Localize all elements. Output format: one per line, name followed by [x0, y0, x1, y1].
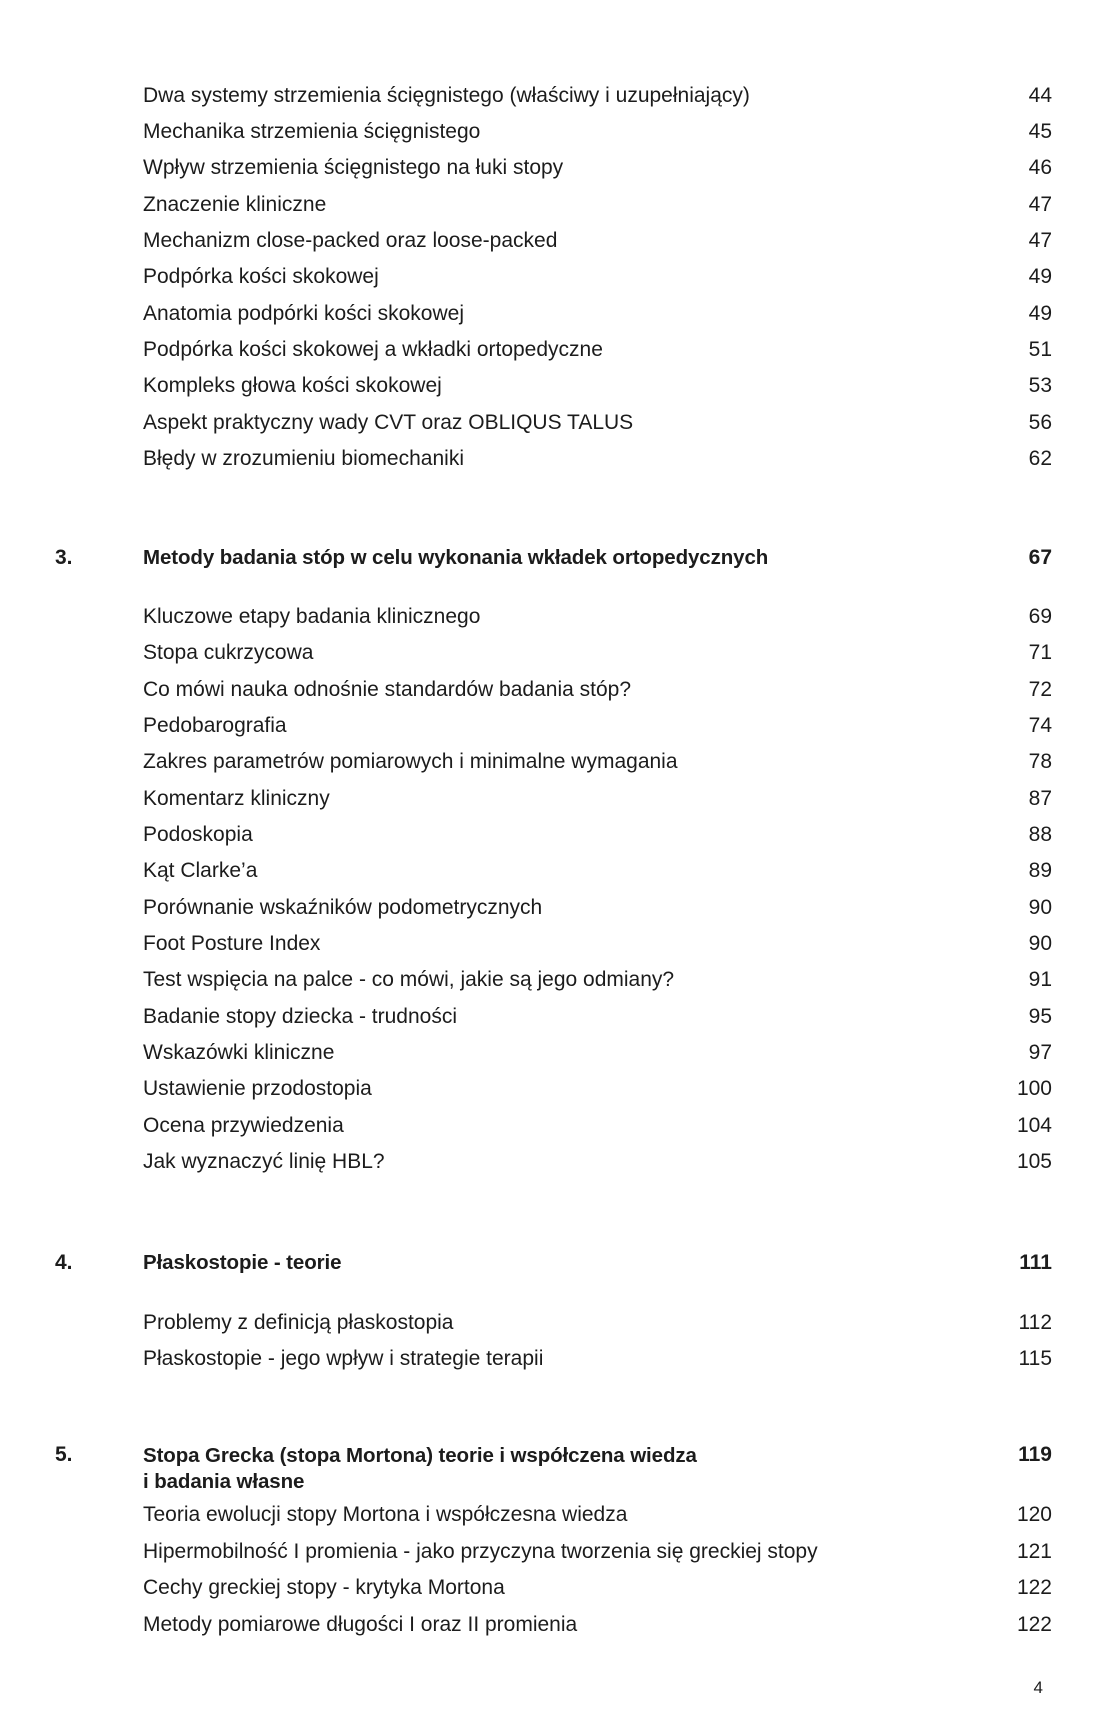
toc-item-title: Mechanika strzemienia ścięgnistego [143, 120, 481, 143]
toc-item[interactable] [0, 1002, 1116, 1032]
chapter-number: 4. [55, 1251, 73, 1274]
toc-item-title: Wskazówki kliniczne [143, 1041, 335, 1064]
toc-item[interactable] [0, 1074, 1116, 1104]
toc-item[interactable] [0, 335, 1116, 365]
toc-item-title: Zakres parametrów pomiarowych i minimalne wymagania [143, 750, 678, 773]
toc-item-page: 87 [1028, 787, 1052, 810]
toc-item[interactable] [0, 262, 1116, 292]
toc-item[interactable] [0, 226, 1116, 256]
toc-item[interactable] [0, 190, 1116, 220]
toc-item-page: 44 [1028, 84, 1052, 107]
toc-item-title: Kompleks głowa kości skokowej [143, 374, 442, 397]
chapter-title [143, 1443, 863, 1495]
toc-item[interactable] [0, 81, 1116, 111]
toc-item-title: Mechanizm close-packed oraz loose-packed [143, 229, 558, 252]
toc-item-page: 49 [1028, 265, 1052, 288]
toc-item-title: Dwa systemy strzemienia ścięgnistego (właściwy i uzupełniający) [143, 84, 750, 107]
toc-item-page: 121 [1016, 1540, 1052, 1563]
toc-chapter-heading[interactable] [0, 543, 1116, 573]
toc-item-page: 89 [1028, 859, 1052, 882]
toc-item[interactable] [0, 371, 1116, 401]
toc-item-title: Podpórka kości skokowej a wkładki ortopedyczne [143, 338, 603, 361]
toc-item[interactable] [0, 602, 1116, 632]
toc-item[interactable] [0, 965, 1116, 995]
toc-item-page: 88 [1028, 823, 1052, 846]
toc-item[interactable] [0, 299, 1116, 329]
toc-item[interactable] [0, 638, 1116, 668]
toc-item-title: Ustawienie przodostopia [143, 1077, 372, 1100]
toc-item-title: Podoskopia [143, 823, 253, 846]
toc-item-page: 120 [1016, 1503, 1052, 1526]
toc-item-page: 53 [1028, 374, 1052, 397]
toc-item-title: Foot Posture Index [143, 932, 321, 955]
toc-item-page: 72 [1028, 678, 1052, 701]
toc-item-page: 105 [1016, 1150, 1052, 1173]
page-number: 4 [1033, 1678, 1043, 1697]
toc-item-title: Co mówi nauka odnośnie standardów badania stóp? [143, 678, 631, 701]
toc-item-page: 90 [1028, 932, 1052, 955]
toc-item-title: Pedobarografia [143, 714, 287, 737]
toc-item-page: 78 [1028, 750, 1052, 773]
toc-item-title: Błędy w zrozumieniu biomechaniki [143, 447, 464, 470]
toc-item-title: Kluczowe etapy badania klinicznego [143, 605, 481, 628]
toc-item[interactable] [0, 444, 1116, 474]
toc-item[interactable] [0, 1573, 1116, 1603]
toc-item[interactable] [0, 1038, 1116, 1068]
toc-item[interactable] [0, 1610, 1116, 1640]
toc-item[interactable] [0, 675, 1116, 705]
toc-item-title: Podpórka kości skokowej [143, 265, 379, 288]
toc-item[interactable] [0, 747, 1116, 777]
toc-item[interactable] [0, 1537, 1116, 1567]
toc-item-page: 122 [1016, 1576, 1052, 1599]
toc-item[interactable] [0, 784, 1116, 814]
toc-item[interactable] [0, 820, 1116, 850]
toc-item-title: Kąt Clarke’a [143, 859, 258, 882]
chapter-title: Płaskostopie - teorie [143, 1251, 342, 1274]
toc-item[interactable] [0, 1344, 1116, 1374]
chapter-title-line-2: i badania własne [143, 1470, 305, 1493]
chapter-number: 5. [55, 1443, 73, 1466]
toc-item-page: 122 [1016, 1613, 1052, 1636]
toc-item-page: 104 [1016, 1114, 1052, 1137]
toc-item-page: 112 [1018, 1311, 1052, 1334]
toc-item-page: 62 [1028, 447, 1052, 470]
toc-item-page: 47 [1028, 229, 1052, 252]
toc-item-page: 100 [1016, 1077, 1052, 1100]
toc-item-page: 47 [1028, 193, 1052, 216]
toc-item[interactable] [0, 1500, 1116, 1530]
toc-item[interactable] [0, 1111, 1116, 1141]
toc-item[interactable] [0, 856, 1116, 886]
toc-item-title: Aspekt praktyczny wady CVT oraz OBLIQUS TALUS [143, 411, 634, 434]
toc-item[interactable] [0, 1308, 1116, 1338]
toc-item-page: 49 [1028, 302, 1052, 325]
toc-item-page: 97 [1028, 1041, 1052, 1064]
toc-item-page: 90 [1028, 896, 1052, 919]
chapter-title-line-1: Stopa Grecka (stopa Mortona) teorie i współczena wiedza [143, 1444, 697, 1467]
toc-item-title: Płaskostopie - jego wpływ i strategie terapii [143, 1347, 544, 1370]
toc-item-title: Stopa cukrzycowa [143, 641, 314, 664]
toc-item-page: 74 [1028, 714, 1052, 737]
toc-item-title: Test wspięcia na palce - co mówi, jakie są jego odmiany? [143, 968, 675, 991]
toc-chapter-heading[interactable] [0, 1248, 1116, 1278]
chapter-page: 119 [1018, 1443, 1052, 1466]
toc-item-title: Ocena przywiedzenia [143, 1114, 344, 1137]
toc-item-title: Komentarz kliniczny [143, 787, 330, 810]
toc-item[interactable] [0, 1147, 1116, 1177]
toc-item-page: 115 [1018, 1347, 1052, 1370]
toc-item-title: Jak wyznaczyć linię HBL? [143, 1150, 385, 1173]
toc-item[interactable] [0, 893, 1116, 923]
toc-item-title: Problemy z definicją płaskostopia [143, 1311, 454, 1334]
toc-item-title: Cechy greckiej stopy - krytyka Mortona [143, 1576, 505, 1599]
toc-item-page: 56 [1028, 411, 1052, 434]
toc-item-page: 95 [1028, 1005, 1052, 1028]
toc-item-title: Anatomia podpórki kości skokowej [143, 302, 464, 325]
toc-item[interactable] [0, 117, 1116, 147]
toc-item-title: Znaczenie kliniczne [143, 193, 327, 216]
chapter-number: 3. [55, 546, 73, 569]
chapter-page: 111 [1019, 1251, 1052, 1274]
toc-item-page: 69 [1028, 605, 1052, 628]
toc-item-title: Metody pomiarowe długości I oraz II promienia [143, 1613, 578, 1636]
toc-item[interactable] [0, 408, 1116, 438]
toc-item[interactable] [0, 929, 1116, 959]
toc-item[interactable] [0, 153, 1116, 183]
toc-item-page: 46 [1028, 156, 1052, 179]
toc-item-title: Badanie stopy dziecka - trudności [143, 1005, 458, 1028]
toc-item-title: Wpływ strzemienia ścięgnistego na łuki stopy [143, 156, 564, 179]
toc-item-page: 45 [1028, 120, 1052, 143]
toc-item-title: Porównanie wskaźników podometrycznych [143, 896, 543, 919]
chapter-title: Metody badania stóp w celu wykonania wkładek ortopedycznych [143, 546, 769, 569]
toc-item-title: Teoria ewolucji stopy Mortona i współczesna wiedza [143, 1503, 628, 1526]
toc-chapter-heading[interactable] [0, 1440, 1116, 1496]
toc-item-page: 91 [1028, 968, 1052, 991]
toc-item-page: 71 [1028, 641, 1052, 664]
chapter-page: 67 [1028, 546, 1052, 569]
toc-item[interactable] [0, 711, 1116, 741]
toc-item-page: 51 [1028, 338, 1052, 361]
toc-item-title: Hipermobilność I promienia - jako przyczyna tworzenia się greckiej stopy [143, 1540, 818, 1563]
